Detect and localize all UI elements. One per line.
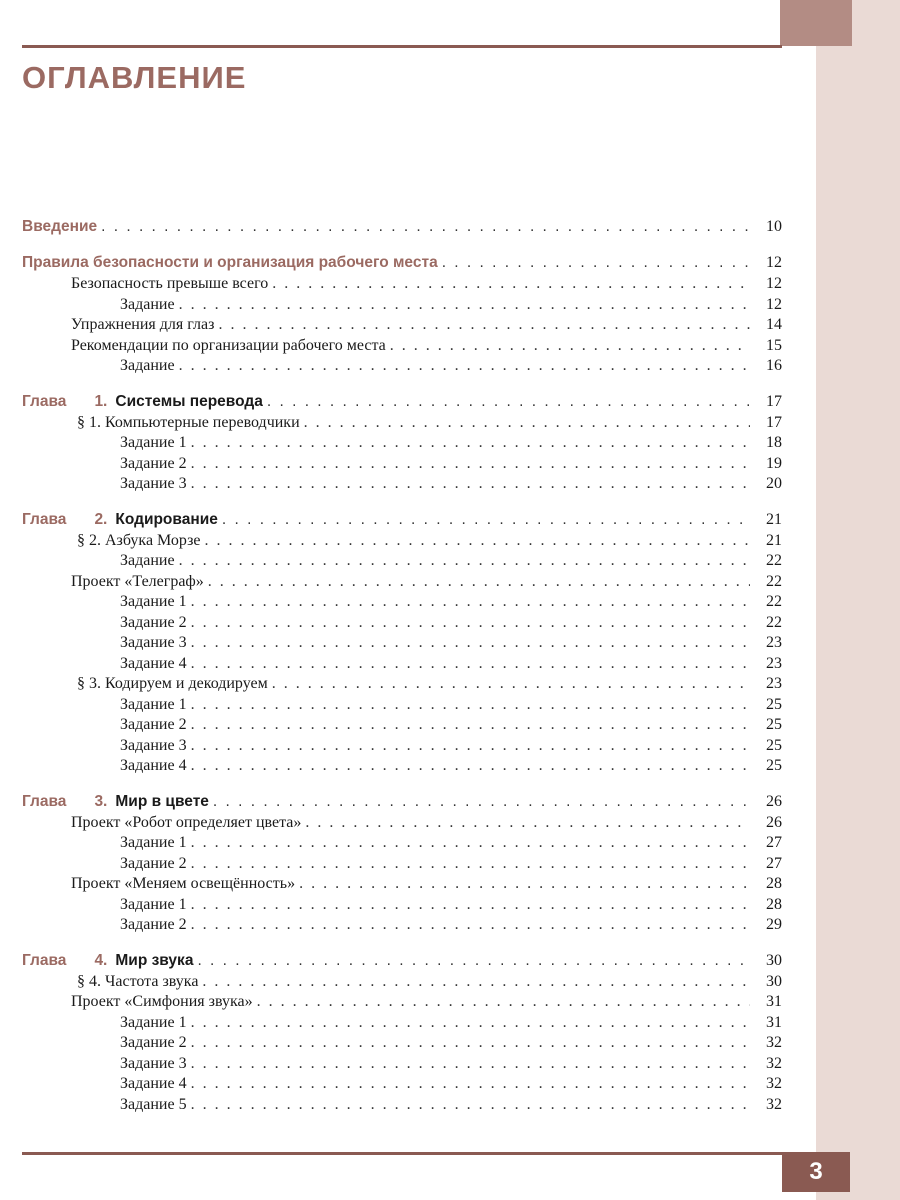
toc-entry[interactable] — [22, 874, 782, 895]
leader-dots — [191, 895, 750, 916]
leader-dots — [191, 654, 750, 675]
toc-entry-page: 26 — [766, 792, 782, 810]
toc-entry-page: 31 — [766, 1013, 782, 1031]
toc-entry-page: 20 — [766, 475, 782, 492]
toc-entry-page: 25 — [766, 716, 782, 733]
leader-dots — [191, 695, 750, 716]
toc-entry[interactable] — [22, 915, 782, 936]
leader-dots — [191, 833, 750, 854]
toc-entry[interactable] — [22, 592, 782, 613]
leader-dots — [191, 474, 750, 495]
chapter-name: Мир звука — [115, 951, 194, 969]
toc-entry[interactable] — [22, 633, 782, 654]
leader-dots — [179, 295, 750, 316]
toc-entry-page: 17 — [766, 392, 782, 410]
toc-entry[interactable] — [22, 274, 782, 295]
toc-entry-label: § 1. Компьютерные переводчики — [77, 413, 300, 431]
toc-entry[interactable] — [22, 295, 782, 316]
toc-entry-label: Задание 1 — [120, 695, 187, 713]
toc-chapter-1[interactable] — [22, 391, 782, 413]
chapter-heading — [22, 391, 263, 413]
chapter-number: 3. — [94, 792, 108, 810]
toc-entry-page: 28 — [766, 895, 782, 913]
chapter-prefix: Глава — [22, 392, 67, 410]
toc-entry-label: Задание — [120, 552, 175, 569]
toc-entry[interactable] — [22, 336, 782, 357]
toc-entry-page: 23 — [766, 634, 782, 651]
leader-dots — [390, 336, 750, 357]
toc-entry-page: 12 — [766, 254, 782, 271]
toc-entry-page: 29 — [766, 916, 782, 933]
toc-entry-page: 27 — [766, 854, 782, 872]
toc-entry[interactable] — [22, 1095, 782, 1116]
toc-entry[interactable] — [22, 654, 782, 675]
toc-entry[interactable] — [22, 474, 782, 495]
toc-entry-label: Задание 4 — [120, 654, 187, 672]
toc-entry-page: 25 — [766, 757, 782, 774]
toc-entry-label: Проект «Симфония звука» — [71, 993, 253, 1010]
leader-dots — [191, 1095, 750, 1116]
toc-entry-label: Проект «Меняем освещённость» — [71, 875, 296, 892]
top-tab-decoration — [780, 0, 852, 46]
toc-entry-label: Задание — [120, 357, 175, 374]
toc-entry-label: Задание 1 — [120, 1013, 187, 1031]
toc-entry-page: 26 — [766, 813, 782, 831]
leader-dots — [305, 813, 750, 834]
leader-dots — [191, 633, 750, 654]
page-number-badge: 3 — [782, 1152, 850, 1192]
toc-entry-label: Задание 2 — [120, 716, 187, 733]
toc-entry-page: 32 — [766, 1034, 782, 1051]
chapter-number: 2. — [94, 510, 108, 528]
toc-entry-page: 28 — [766, 875, 782, 892]
toc-entry-page: 21 — [766, 531, 782, 549]
toc-chapter-3[interactable] — [22, 791, 782, 813]
chapter-number: 1. — [94, 392, 108, 410]
toc-entry[interactable] — [22, 854, 782, 875]
toc-entry-intro[interactable] — [22, 216, 782, 238]
toc-entry-label: Задание 3 — [120, 736, 187, 754]
toc-entry-label: Задание 2 — [120, 613, 187, 631]
toc-entry-page: 22 — [766, 572, 782, 590]
leader-dots — [191, 433, 750, 454]
toc-entry[interactable] — [22, 356, 782, 377]
leader-dots — [304, 413, 750, 434]
bottom-rule — [22, 1152, 782, 1155]
leader-dots — [101, 216, 750, 238]
chapter-prefix: Глава — [22, 792, 67, 810]
toc-entry-label: § 3. Кодируем и декодируем — [77, 675, 268, 692]
chapter-name: Кодирование — [115, 510, 218, 528]
toc-entry-label: Задание 5 — [120, 1095, 187, 1113]
leader-dots — [202, 972, 750, 993]
toc-entry-page: 22 — [766, 593, 782, 610]
toc-entry-page: 21 — [766, 510, 782, 528]
top-rule — [22, 45, 782, 48]
leader-dots — [213, 791, 750, 813]
chapter-name: Системы перевода — [115, 392, 263, 410]
toc-entry-label: Задание 3 — [120, 1054, 187, 1072]
leader-dots — [191, 613, 750, 634]
toc-entry[interactable] — [22, 433, 782, 454]
toc-entry-label: Задание 2 — [120, 854, 187, 872]
leader-dots — [179, 356, 750, 377]
toc-entry-page: 18 — [766, 434, 782, 451]
toc-entry[interactable] — [22, 572, 782, 593]
toc-entry-label: Задание 3 — [120, 634, 187, 651]
leader-dots — [191, 736, 750, 757]
chapter-name: Мир в цвете — [115, 792, 209, 810]
toc-entry[interactable] — [22, 972, 782, 993]
toc-entry-label: Введение — [22, 218, 98, 235]
leader-dots — [197, 950, 750, 972]
leader-dots — [191, 1074, 750, 1095]
toc-entry-page: 10 — [766, 218, 782, 235]
table-of-contents — [22, 216, 782, 1115]
toc-entry[interactable] — [22, 992, 782, 1013]
toc-entry[interactable] — [22, 895, 782, 916]
leader-dots — [257, 992, 750, 1013]
toc-entry[interactable] — [22, 674, 782, 695]
leader-dots — [442, 252, 750, 274]
toc-entry-page: 27 — [766, 834, 782, 851]
toc-chapter-4[interactable] — [22, 950, 782, 972]
toc-entry-label: Задание 1 — [120, 434, 187, 451]
toc-entry-page: 16 — [766, 357, 782, 374]
toc-entry-page: 23 — [766, 654, 782, 672]
toc-entry-label: Рекомендации по организации рабочего места — [71, 336, 386, 354]
leader-dots — [179, 551, 750, 572]
leader-dots — [191, 1054, 750, 1075]
toc-entry-label: Правила безопасности и организация рабочего места — [22, 254, 438, 271]
page-title: ОГЛАВЛЕНИЕ — [22, 60, 247, 95]
toc-entry-page: 25 — [766, 736, 782, 754]
toc-entry[interactable] — [22, 454, 782, 475]
leader-dots — [191, 1033, 750, 1054]
toc-entry-page: 15 — [766, 336, 782, 354]
toc-entry-page: 25 — [766, 695, 782, 713]
leader-dots — [272, 674, 750, 695]
toc-entry[interactable] — [22, 1033, 782, 1054]
toc-entry-page: 19 — [766, 454, 782, 472]
toc-entry[interactable] — [22, 695, 782, 716]
chapter-heading — [22, 509, 218, 531]
chapter-heading — [22, 791, 209, 813]
toc-entry-page: 14 — [766, 316, 782, 333]
toc-entry[interactable] — [22, 551, 782, 572]
chapter-heading — [22, 950, 193, 972]
toc-entry-label: Задание 1 — [120, 834, 187, 851]
toc-entry-page: 32 — [766, 1095, 782, 1113]
toc-entry[interactable] — [22, 715, 782, 736]
toc-entry-label: Проект «Телеграф» — [71, 572, 204, 590]
leader-dots — [222, 509, 750, 531]
toc-entry-safety-rules[interactable] — [22, 252, 782, 274]
toc-entry-label: Задание 2 — [120, 454, 187, 472]
leader-dots — [191, 1013, 750, 1034]
toc-entry-page: 12 — [766, 295, 782, 313]
leader-dots — [191, 756, 750, 777]
page-edge-band — [816, 0, 900, 1200]
leader-dots — [191, 454, 750, 475]
toc-entry-page: 30 — [766, 972, 782, 990]
toc-entry-page: 30 — [766, 951, 782, 969]
toc-entry[interactable] — [22, 613, 782, 634]
toc-entry[interactable] — [22, 833, 782, 854]
toc-entry[interactable] — [22, 413, 782, 434]
toc-entry-page: 17 — [766, 413, 782, 431]
leader-dots — [267, 391, 750, 413]
chapter-prefix: Глава — [22, 510, 67, 528]
toc-entry-page: 23 — [766, 675, 782, 692]
leader-dots — [191, 915, 750, 936]
toc-entry-label: Задание 4 — [120, 757, 187, 774]
toc-entry[interactable] — [22, 531, 782, 552]
toc-entry-label: Задание 1 — [120, 895, 187, 913]
toc-entry-page: 32 — [766, 1075, 782, 1092]
toc-entry-label: Задание 4 — [120, 1075, 187, 1092]
toc-entry[interactable] — [22, 813, 782, 834]
toc-entry-page: 22 — [766, 552, 782, 569]
leader-dots — [204, 531, 750, 552]
leader-dots — [218, 315, 750, 336]
toc-entry-label: Задание 2 — [120, 916, 187, 933]
toc-entry-page: 32 — [766, 1054, 782, 1072]
toc-entry-label: § 2. Азбука Морзе — [77, 531, 201, 549]
toc-entry-page: 22 — [766, 613, 782, 631]
chapter-prefix: Глава — [22, 951, 67, 969]
toc-entry[interactable] — [22, 1054, 782, 1075]
toc-entry[interactable] — [22, 736, 782, 757]
toc-entry-label: § 4. Частота звука — [77, 972, 199, 990]
toc-chapter-2[interactable] — [22, 509, 782, 531]
leader-dots — [272, 274, 750, 295]
leader-dots — [191, 715, 750, 736]
toc-entry-label: Задание 3 — [120, 475, 187, 492]
leader-dots — [208, 572, 750, 593]
leader-dots — [191, 854, 750, 875]
toc-entry-label: Задание 1 — [120, 593, 187, 610]
chapter-number: 4. — [94, 951, 108, 969]
leader-dots — [191, 592, 750, 613]
toc-entry-page: 12 — [766, 275, 782, 292]
toc-entry[interactable] — [22, 756, 782, 777]
toc-entry-label: Безопасность превыше всего — [71, 275, 269, 292]
toc-entry-label: Проект «Робот определяет цвета» — [71, 813, 302, 831]
toc-entry[interactable] — [22, 1013, 782, 1034]
toc-entry-page: 31 — [766, 993, 782, 1010]
toc-entry[interactable] — [22, 1074, 782, 1095]
toc-entry[interactable] — [22, 315, 782, 336]
toc-entry-label: Задание — [120, 295, 175, 313]
toc-entry-label: Упражнения для глаз — [71, 316, 215, 333]
toc-entry-label: Задание 2 — [120, 1034, 187, 1051]
leader-dots — [299, 874, 750, 895]
